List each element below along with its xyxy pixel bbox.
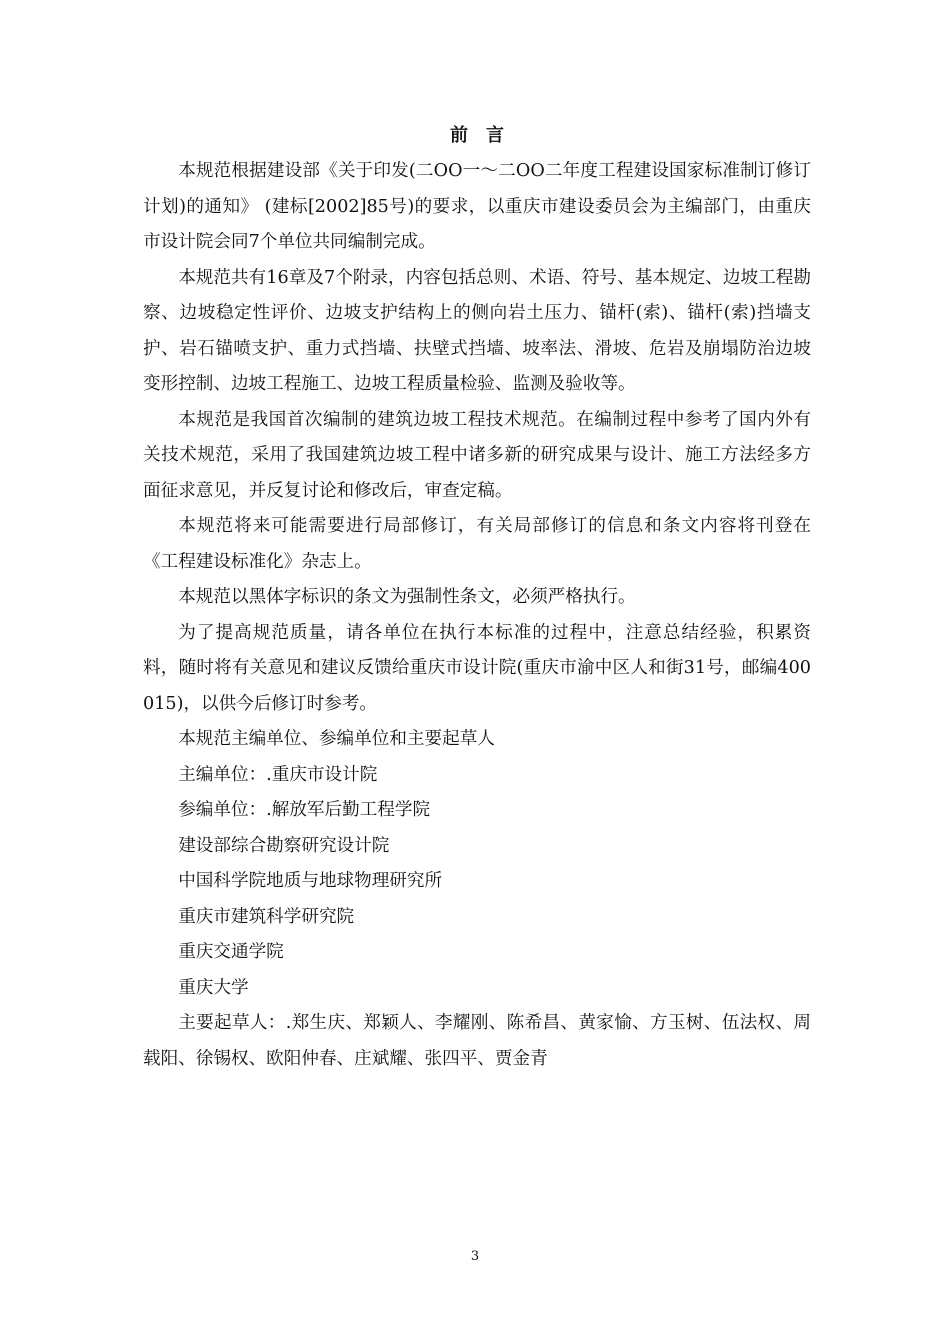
paragraph-units-heading: 本规范主编单位、参编单位和主要起草人	[178, 729, 495, 749]
paragraph-participating-unit: 重庆大学	[178, 977, 249, 998]
paragraph-future-revisions: 本规范将来可能需要进行局部修订，有关局部修订的信息和条文内容将刊登在《工程建设标准化》杂志上。	[143, 516, 811, 572]
paragraph-compilation-basis: 本规范根据建设部《关于印发(二OO一～二OO二年度工程建设国家标准制订修订计划)的通知》 (建标[2002]85号)的要求，以重庆市建设委员会为主编部门，由重庆市设计院会同7个单位共同编制完成。	[143, 161, 811, 252]
paragraph-feedback: 为了提高规范质量，请各单位在执行本标准的过程中，注意总结经验，积累资料，随时将有关意见和建议反馈给重庆市设计院(重庆市渝中区人和街31号，邮编400015)，以供今后修订时参考。	[143, 622, 811, 714]
paragraph-participating-unit: 参编单位：.解放军后勤工程学院	[178, 800, 431, 820]
paragraph-participating-unit: 重庆交通学院	[178, 942, 284, 962]
page-number: 3	[470, 1249, 480, 1264]
paragraph-contents-summary: 本规范共有16章及7个附录，内容包括总则、术语、符号、基本规定、边坡工程勘察、边坡稳定性评价、边坡支护结构上的侧向岩土压力、锚杆(索)、锚杆(索)挡墙支护、岩石锚喷支护、重力式挡墙、扶壁式挡墙、坡率法、滑坡、危岩及崩塌防治边坡变形控制、边坡工程施工、边坡工程质量检验、监测及验收等。	[143, 267, 811, 394]
paragraph-mandatory-clauses: 本规范以黑体字标识的条文为强制性条文，必须严格执行。	[178, 587, 636, 607]
paragraph-participating-unit: 中国科学院地质与地球物理研究所	[178, 871, 443, 891]
paragraph-main-drafters: 主要起草人：.郑生庆、郑颖人、李耀刚、陈希昌、黄家愉、方玉树、伍法权、周载阳、徐锡权、欧阳仲春、庄斌耀、张四平、贾金青	[143, 1013, 811, 1069]
page-title: 前言	[450, 125, 522, 146]
paragraph-first-edition: 本规范是我国首次编制的建筑边坡工程技术规范。在编制过程中参考了国内外有关技术规范，采用了我国建筑边坡工程中诸多新的研究成果与设计、施工方法经多方面征求意见，并反复讨论和修改后，审查定稿。	[143, 409, 811, 501]
paragraph-participating-unit: 建设部综合勘察研究设计院	[178, 835, 390, 856]
paragraph-participating-unit: 重庆市建筑科学研究院	[178, 906, 355, 927]
paragraph-chief-editor-unit: 主编单位：.重庆市设计院	[178, 764, 378, 785]
page-content	[143, 118, 811, 1077]
